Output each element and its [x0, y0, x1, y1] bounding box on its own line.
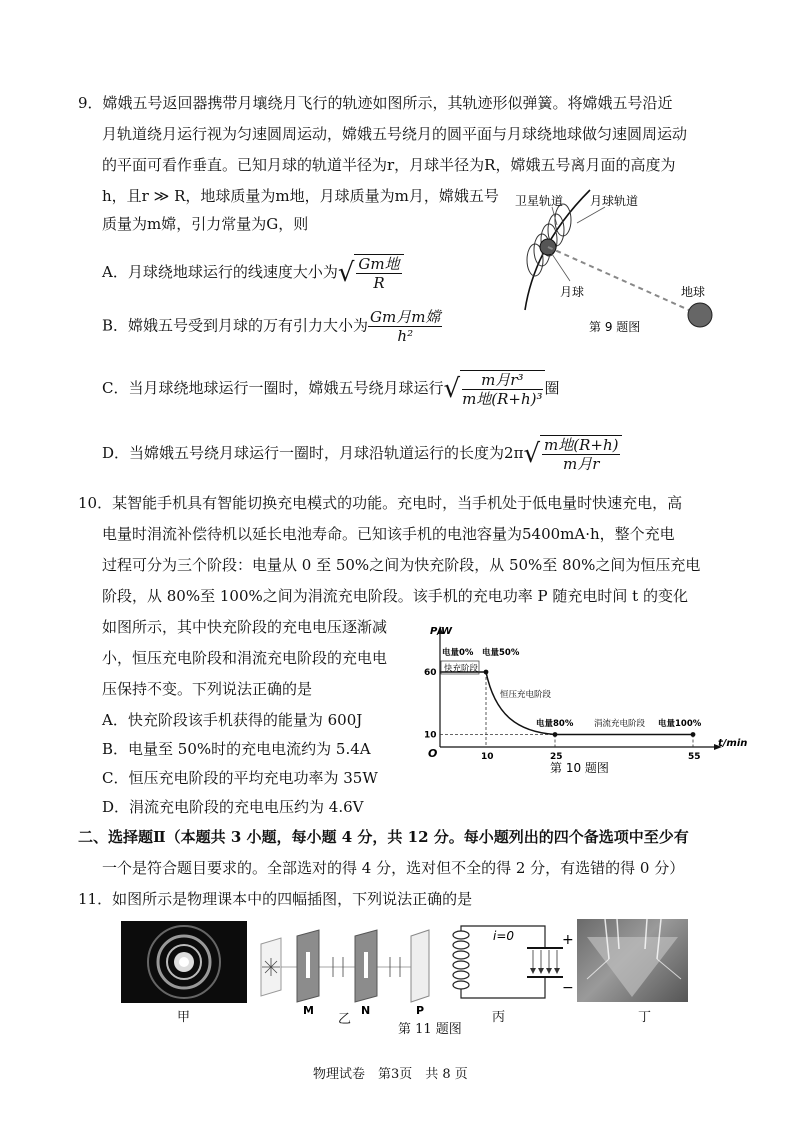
screen-p — [411, 930, 429, 1002]
chart-annotation: 电量50% — [482, 648, 520, 658]
q9-option-d: D．当嫦娥五号绕月球运行一圈时，月球沿轨道运行的长度为2π√ $\frac{\text{m地(R+h)}}{\text{m月r}}$ — [102, 435, 622, 473]
x-tick-label: 25 — [550, 752, 563, 762]
q9-option-a: A．月球绕地球运行的线速度大小为√ $\frac{\text{Gm地}}{R}$ — [102, 254, 404, 292]
figure-yi-polarizers — [255, 924, 435, 1014]
q10-line1: 10．某智能手机具有智能切换充电模式的功能。充电时，当手机处于低电量时快速充电，高 — [78, 494, 683, 512]
q9-line4: h，且r ≫ R，地球质量为m地，月球质量为m月，嫦娥五号 — [102, 187, 499, 205]
q10-option-d: D．涓流充电阶段的充电电压约为 4.6V — [102, 798, 364, 816]
q9-option-a-text: A．月球绕地球运行的线速度大小为 — [102, 263, 338, 281]
q10-option-b: B．电量至 50%时的充电电流约为 5.4A — [102, 740, 371, 758]
plus-sign: + — [562, 932, 574, 948]
y-axis-label: P/W — [430, 626, 453, 637]
q9-option-c: C．当月球绕地球运行一圈时，嫦娥五号绕月球运行√ $\frac{\text{m月r³}}{\text{m地(R+h)³}}$ 圈 — [102, 371, 560, 408]
q10-line4: 阶段，从 80%至 100%之间为涓流充电阶段。该手机的充电功率 P 随充电时间 t 的变化 — [102, 587, 688, 605]
chart-annotation: 电量0% — [442, 648, 474, 658]
page-footer: 物理试卷 第3页 共 8 页 — [313, 1067, 468, 1082]
label-p: P — [416, 1004, 425, 1014]
q9-line2: 月轨道绕月运行视为匀速圆周运动，嫦娥五号绕月的圆平面与月球绕地球做匀速圆周运动 — [102, 125, 688, 143]
q10-line2: 电量时涓流补偿待机以延长电池寿命。已知该手机的电池容量为5400mA·h，整个充电 — [102, 525, 675, 543]
q9-line5: 质量为m嫦，引力常量为G，则 — [102, 215, 309, 233]
q9-line1: 9．嫦娥五号返回器携带月壤绕月飞行的轨迹如图所示，其轨迹形似弹簧。将嫦娥五号沿近 — [78, 94, 673, 112]
y-tick-label: 10 — [424, 730, 437, 741]
q9-option-d-formula: $\frac{\text{m地(R+h)}}{\text{m月r}}$ — [540, 435, 622, 473]
q10-line7: 压保持不变。下列说法正确的是 — [102, 680, 313, 698]
q11-line1: 11．如图所示是物理课本中的四幅插图，下列说法正确的是 — [78, 890, 473, 908]
chart-annotation: 涓流充电阶段 — [594, 719, 646, 729]
q10-line5: 如图所示，其中快充阶段的充电电压逐渐减 — [102, 618, 388, 636]
chart-annotation: 电量100% — [658, 719, 702, 729]
label-m: M — [303, 1004, 314, 1014]
earth-icon — [688, 303, 712, 327]
q10-option-a: A．快充阶段该手机获得的能量为 600J — [102, 711, 363, 729]
q10-line3: 过程可分为三个阶段：电量从 0 至 50%之间为快充阶段，从 50%至 80%之间为恒压充电 — [102, 556, 701, 574]
q10-figure-caption: 第 10 题图 — [550, 761, 609, 775]
q10-option-c: C．恒压充电阶段的平均充电功率为 35W — [102, 769, 378, 787]
origin-label: O — [428, 747, 438, 760]
figure-ding-refraction-photo — [577, 919, 688, 1002]
chart-annotation: 恒压充电阶段 — [500, 690, 552, 700]
q9-option-c-formula: $\frac{\text{m月r³}}{\text{m地(R+h)³}}$ — [462, 371, 543, 408]
section2-line1: 二、选择题Ⅱ（本题共 3 小题，每小题 4 分，共 12 分。每小题列出的四个备选项中至少有 — [78, 828, 689, 846]
label-moon: 月球 — [560, 285, 585, 299]
x-tick-label: 10 — [481, 752, 494, 762]
label-moon-orbit: 月球轨道 — [590, 194, 639, 208]
chart-annotation: 快充阶段 — [444, 664, 479, 674]
caption-jia: 甲 — [177, 1010, 191, 1025]
q9-option-d-text: D．当嫦娥五号绕月球运行一圈时，月球沿轨道运行的长度为2π — [102, 444, 524, 462]
minus-sign: − — [562, 980, 574, 996]
q9-line3: 的平面可看作垂直。已知月球的轨道半径为r，月球半径为R，嫦娥五号离月面的高度为 — [102, 156, 676, 174]
inductor-coil-icon — [453, 931, 469, 989]
q9-orbit-figure — [505, 185, 730, 345]
label-earth: 地球 — [681, 285, 706, 299]
x-tick-label: 55 — [688, 752, 701, 762]
chart-annotation: 电量80% — [536, 719, 574, 729]
current-label: i=0 — [493, 929, 515, 943]
label-n: N — [361, 1004, 371, 1014]
x-axis-label: t/min — [718, 738, 748, 749]
section2-line2: 一个是符合题目要求的。全部选对的得 4 分，选对但不全的得 2 分，有选错的得 0 分） — [102, 859, 685, 877]
q9-option-c-text: C．当月球绕地球运行一圈时，嫦娥五号绕月球运行 — [102, 379, 444, 397]
q9-option-b-text: B．嫦娥五号受到月球的万有引力大小为 — [102, 316, 369, 335]
q10-power-time-chart — [418, 622, 748, 782]
figure-jia-diffraction — [121, 921, 247, 1003]
q9-option-b-formula: $\frac{\text{Gm月m嫦}}{\text{h²}}$ — [370, 308, 441, 345]
q9-figure-caption: 第 9 题图 — [589, 320, 641, 334]
caption-ding: 丁 — [638, 1010, 652, 1025]
y-tick-label: 60 — [424, 668, 437, 678]
caption-bing: 丙 — [492, 1010, 506, 1025]
q11-figure-caption: 第 11 题图 — [398, 1022, 462, 1037]
q9-option-b — [102, 308, 442, 345]
q10-line6: 小，恒压充电阶段和涓流充电阶段的充电电 — [102, 649, 388, 667]
figure-bing-lc-circuit — [445, 922, 580, 1004]
label-satellite-orbit: 卫星轨道 — [515, 194, 564, 208]
q9-option-a-formula: $\frac{\text{Gm地}}{R}$ — [354, 254, 403, 292]
caption-yi: 乙 — [338, 1012, 352, 1027]
